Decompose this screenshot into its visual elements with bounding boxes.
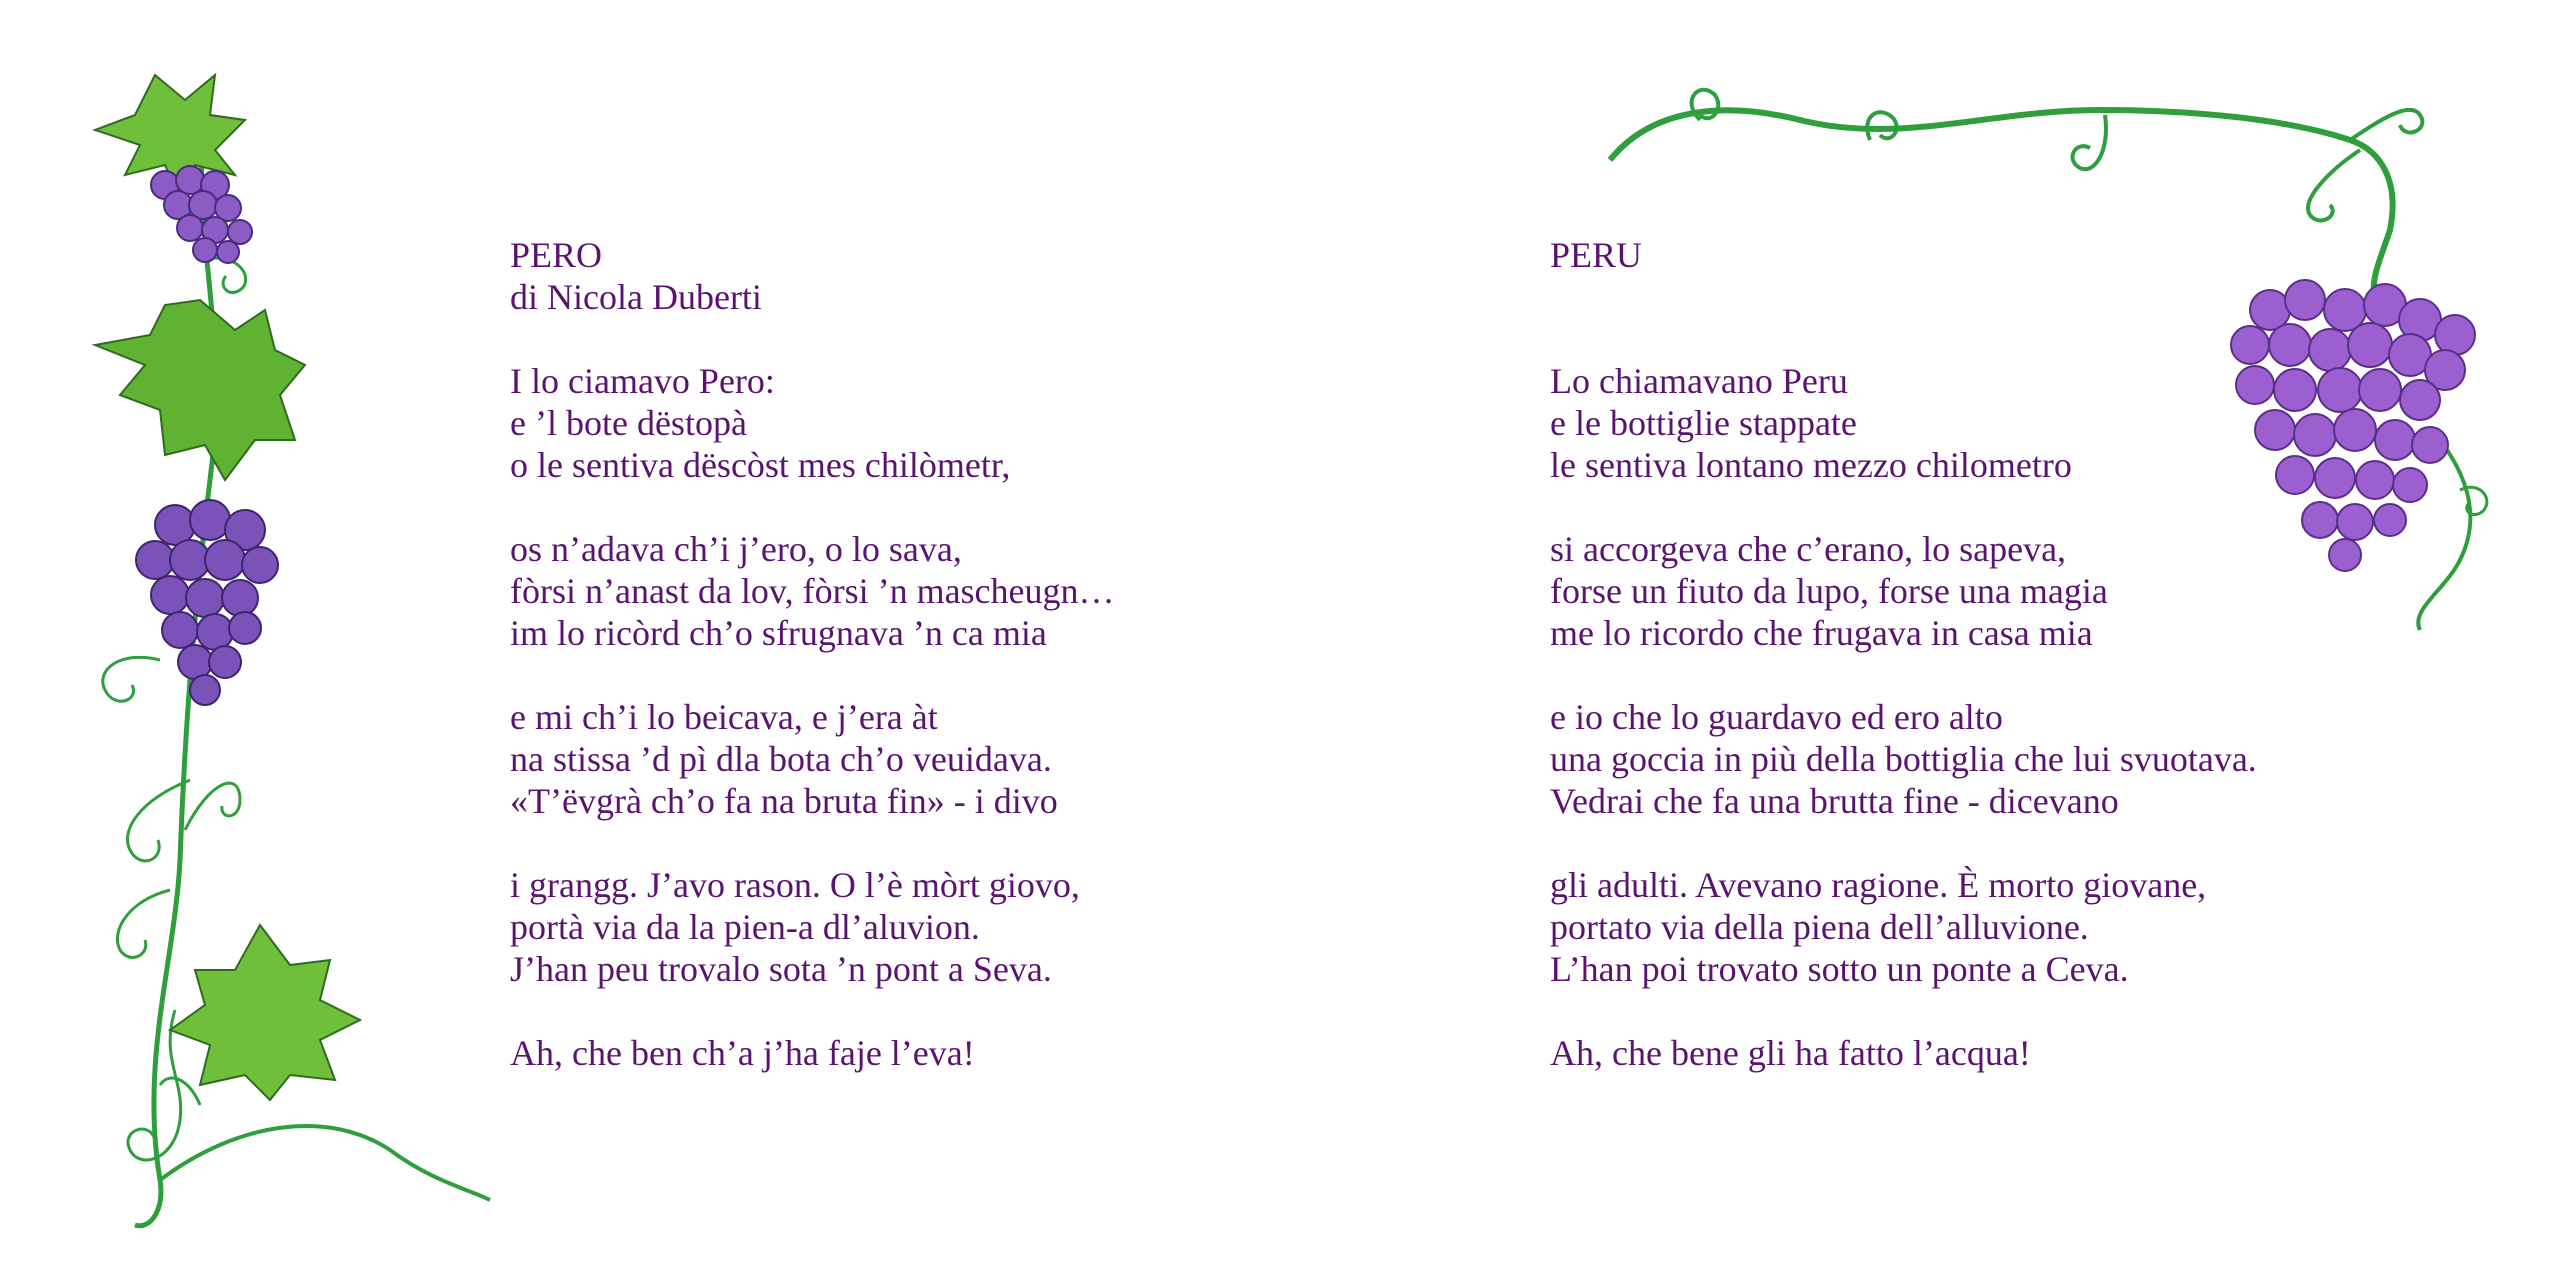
poem-line: I lo ciamavo Pero: [510, 361, 775, 401]
poem-line: me lo ricordo che frugava in casa mia [1550, 613, 2093, 653]
poem-line: fòrsi n’anast da lov, fòrsi ’n mascheugn… [510, 571, 1115, 611]
poem-line: e mi ch’i lo beicava, e j’era àt [510, 697, 938, 737]
grape-bunch [2231, 280, 2475, 571]
poem-line: gli adulti. Avevano ragione. È morto giovane, [1550, 865, 2207, 905]
vine-tendril [117, 890, 170, 957]
poem-line: portà via da la pien-a dl’aluvion. [510, 907, 980, 947]
poem-line: Ah, che bene gli ha fatto l’acqua! [1550, 1033, 2031, 1073]
poem-line: na stissa ’d pì dla bota ch’o veuidava. [510, 739, 1052, 779]
poem-line: Ah, che ben ch’a j’ha faje l’eva! [510, 1033, 975, 1073]
poem-right-italian [1550, 234, 2257, 1074]
poem-line: e ’l bote dëstopà [510, 403, 747, 443]
vine-tendril [1692, 90, 1719, 120]
poem-line: e io che lo guardavo ed ero alto [1550, 697, 2003, 737]
poem-author: di Nicola Duberti [510, 277, 762, 317]
vine-tendril [2460, 487, 2487, 514]
poem-line: «T’ëvgrà ch’o fa na bruta fin» - i divo [510, 781, 1058, 821]
poem-title: PERO [510, 235, 603, 275]
poem-line: J’han peu trovalo sota ’n pont a Seva. [510, 949, 1052, 989]
poem-line: Lo chiamavano Peru [1550, 361, 1848, 401]
vine-tendril [2418, 440, 2470, 630]
poem-title: PERU [1550, 235, 1643, 275]
vine-tendril [185, 783, 240, 830]
grape-bunch [136, 500, 278, 705]
poem-line: L’han poi trovato sotto un ponte a Ceva. [1550, 949, 2129, 989]
poem-line: Vedrai che fa una brutta fine - dicevano [1550, 781, 2119, 821]
poem-line: forse un fiuto da lupo, forse una magia [1550, 571, 2108, 611]
poem-line: im lo ricòrd ch’o sfrugnava ’n ca mia [510, 613, 1047, 653]
poem-line: o le sentiva dëscòst mes chilòmetr, [510, 445, 1011, 485]
poem-line: le sentiva lontano mezzo chilometro [1550, 445, 2072, 485]
vine-tendril [2308, 150, 2360, 220]
left-grapevine-illustration [0, 0, 520, 1280]
poem-line: os n’adava ch’i j’ero, o lo sava, [510, 529, 962, 569]
grape-leaf [95, 300, 305, 480]
vine-tendril [1867, 112, 1896, 140]
poem-line: e le bottiglie stappate [1550, 403, 1857, 443]
poem-line: portato via della piena dell’alluvione. [1550, 907, 2089, 947]
poem-left-piedmontese [510, 234, 1115, 1074]
poem-line: i grangg. J’avo rason. O l’è mòrt giovo, [510, 865, 1080, 905]
vine-tendril [2073, 115, 2106, 169]
poem-line: si accorgeva che c’erano, lo sapeva, [1550, 529, 2067, 569]
vine-tendril [103, 657, 160, 701]
grape-leaf [170, 925, 360, 1100]
poem-line: una goccia in più della bottiglia che lui svuotava. [1550, 739, 2257, 779]
vine-tendril [2350, 110, 2422, 140]
grape-bunch [151, 166, 252, 263]
vine-tendril [160, 1126, 490, 1200]
